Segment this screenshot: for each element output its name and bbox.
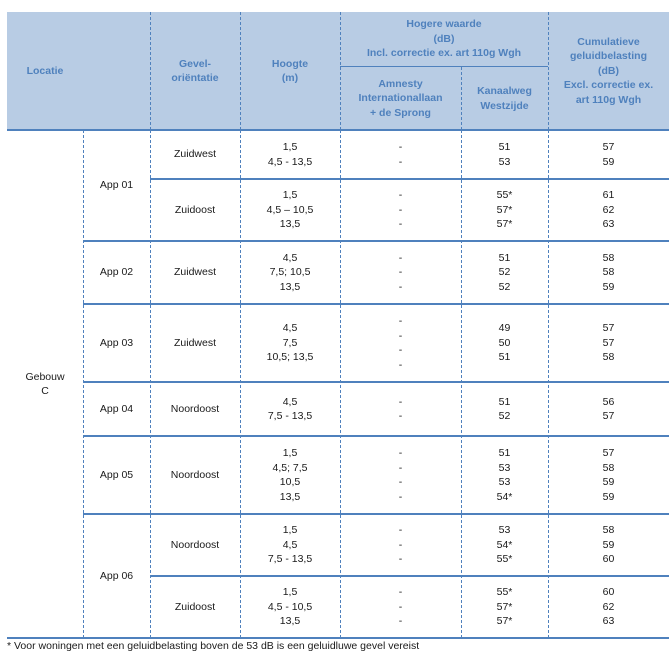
cumulative-cell: 60 62 63	[602, 586, 615, 628]
grid-line	[240, 12, 241, 130]
height-cell: 4,5 7,5; 10,5 13,5	[269, 251, 311, 293]
kanaalweg-cell: 55* 57* 57*	[496, 189, 513, 231]
grid-line	[340, 12, 341, 130]
cumulative-cell: 58 58 59	[602, 251, 615, 293]
grid-line	[340, 66, 548, 67]
orientation-cell: Zuidoost	[174, 600, 216, 613]
height-cell: 1,5 4,5 – 10,5 13,5	[266, 189, 314, 231]
amnesty-cell: - - - -	[398, 447, 403, 503]
amnesty-cell: - -	[398, 395, 403, 422]
amnesty-cell: - - -	[398, 251, 403, 293]
kanaalweg-cell: 51 53	[498, 141, 511, 168]
apartment-label: App 02	[99, 266, 134, 279]
apartment-label: App 04	[99, 402, 134, 415]
cumulative-cell: 56 57	[602, 395, 615, 422]
kanaalweg-cell: 51 52 52	[498, 251, 511, 293]
grid-line	[548, 12, 549, 130]
header-locatie: Locatie	[26, 64, 64, 77]
amnesty-cell: - - -	[398, 586, 403, 628]
orientation-cell: Zuidwest	[173, 336, 216, 349]
cumulative-cell: 61 62 63	[602, 189, 615, 231]
apartment-label: App 01	[99, 179, 134, 192]
amnesty-cell: - - - -	[398, 315, 403, 371]
grid-line	[150, 12, 151, 130]
amnesty-cell: - - -	[398, 524, 403, 566]
cumulative-cell: 57 57 58	[602, 322, 615, 364]
footnote: * Voor woningen met een geluidbelasting boven de 53 dB is een geluidluwe gevel vereist	[7, 640, 420, 652]
cumulative-cell: 57 58 59 59	[602, 447, 615, 503]
height-cell: 1,5 4,5 7,5 - 13,5	[267, 524, 313, 566]
apartment-label: App 06	[99, 569, 134, 582]
apartment-label: App 05	[99, 468, 134, 481]
building-label: Gebouw C	[25, 370, 65, 397]
kanaalweg-cell: 51 52	[498, 395, 511, 422]
height-cell: 4,5 7,5 10,5; 13,5	[266, 322, 314, 364]
noise-table	[7, 12, 669, 638]
grid-line	[461, 67, 462, 130]
kanaalweg-cell: 51 53 53 54*	[496, 447, 513, 503]
cumulative-cell: 58 59 60	[602, 524, 615, 566]
header-hoogte: Hoogte (m)	[271, 57, 309, 84]
orientation-cell: Zuidwest	[173, 148, 216, 161]
header-amnesty: Amnesty Internationallaan + de Sprong	[358, 77, 443, 119]
header-gevel-orientatie: Gevel- oriëntatie	[171, 57, 219, 84]
apartment-label: App 03	[99, 336, 134, 349]
amnesty-cell: - - -	[398, 189, 403, 231]
cumulative-cell: 57 59	[602, 141, 615, 168]
orientation-cell: Noordoost	[170, 402, 220, 415]
kanaalweg-cell: 49 50 51	[498, 322, 511, 364]
height-cell: 1,5 4,5 - 13,5	[267, 141, 313, 168]
kanaalweg-cell: 55* 57* 57*	[496, 586, 513, 628]
orientation-cell: Noordoost	[170, 468, 220, 481]
header-hogere-waarde: Hogere waarde (dB) Incl. correctie ex. art 110g Wgh	[366, 18, 522, 60]
height-cell: 1,5 4,5; 7,5 10,5 13,5	[272, 447, 308, 503]
orientation-cell: Zuidoost	[174, 203, 216, 216]
header-kanaalweg: Kanaalweg Westzijde	[477, 85, 532, 112]
kanaalweg-cell: 53 54* 55*	[496, 524, 513, 566]
height-cell: 4,5 7,5 - 13,5	[267, 395, 313, 422]
amnesty-cell: - -	[398, 141, 403, 168]
orientation-cell: Zuidwest	[173, 266, 216, 279]
height-cell: 1,5 4,5 - 10,5 13,5	[267, 586, 313, 628]
header-cumulatief: Cumulatieve geluidbelasting (dB) Excl. correctie ex. art 110g Wgh	[563, 35, 654, 106]
orientation-cell: Noordoost	[170, 538, 220, 551]
